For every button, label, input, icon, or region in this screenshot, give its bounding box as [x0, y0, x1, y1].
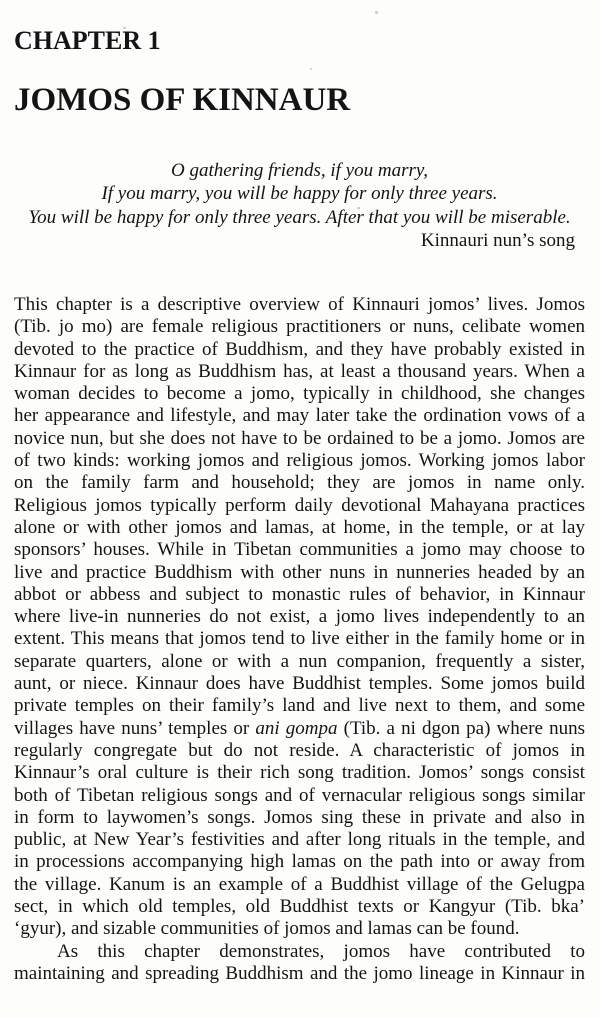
text-run: maintaining and spreading Buddhism and the jomo lineage in Kinnaur in	[14, 962, 585, 984]
text-run: sponsors’ houses. While in Tibetan communities a jomo may choose to	[14, 539, 585, 561]
body-line	[14, 807, 585, 829]
body-line	[14, 539, 585, 561]
page-title: JOMOS OF KINNAUR	[14, 82, 351, 118]
body-line	[14, 495, 585, 517]
text-run: live and practice Buddhism with other nuns in nunneries headed by an	[14, 561, 585, 583]
epigraph	[14, 159, 585, 252]
text-run: her appearance and lifestyle, and may later take the ordination vows of a	[14, 405, 585, 427]
text-run: devoted to the practice of Buddhism, and they have probably existed in	[14, 338, 585, 360]
text-run: both of Tibetan religious songs and of vernacular religious songs similar	[14, 784, 585, 806]
scan-speck	[375, 11, 378, 14]
body-line	[14, 874, 585, 896]
body-line	[14, 450, 585, 472]
text-run: in processions accompanying high lamas on the path into or away from	[14, 851, 585, 873]
body-line	[14, 606, 585, 628]
text-run: in form to laywomen’s songs. Jomos sing these in private and also in	[14, 806, 585, 828]
text-run: As this chapter demonstrates, jomos have contributed to	[57, 940, 585, 962]
epigraph-line: O gathering friends, if you marry,	[170, 160, 429, 181]
body-line	[14, 405, 585, 427]
text-run: regularly congregate but do not reside. A characteristic of jomos in	[14, 739, 585, 761]
body-line	[14, 785, 585, 807]
text-run: on the family farm and household; they are jomos in name only.	[14, 472, 585, 494]
body-line	[14, 562, 585, 584]
body-line	[14, 963, 585, 985]
body-line	[14, 829, 585, 851]
text-run: extent. This means that jomos tend to live either in the family home or in	[14, 628, 585, 650]
body-line	[14, 941, 585, 963]
body-line	[14, 584, 585, 606]
body-line	[14, 651, 585, 673]
text-run: separate quarters, alone or with a nun companion, frequently a sister,	[14, 650, 585, 672]
body-line	[14, 918, 585, 940]
text-run: Religious jomos typically perform daily devotional Mahayana practices	[14, 494, 585, 516]
body-line	[14, 428, 585, 450]
text-run: (Tib. a ni dgon pa) where nuns	[337, 717, 586, 739]
body-line	[14, 383, 585, 405]
body-line	[14, 361, 585, 383]
body-line	[14, 517, 585, 539]
body-line	[14, 316, 585, 338]
body-line	[14, 673, 585, 695]
text-run: abbot or abbess and subject to monastic rules of behavior, in Kinnaur	[14, 583, 585, 605]
epigraph-line: You will be happy for only three years. After that you will be miserable.	[28, 206, 571, 228]
text-run: ‘gyur), and sizable communities of jomos and lamas can be found.	[14, 918, 520, 940]
chapter-label: CHAPTER 1	[14, 26, 161, 55]
text-run: This chapter is a descriptive overview of Kinnauri jomos’ lives. Jomos	[14, 294, 585, 315]
body-line	[14, 294, 585, 316]
body-line	[14, 695, 585, 717]
text-run: novice nun, but she does not have to be ordained to be a jomo. Jomos are	[14, 427, 585, 449]
text-run: of two kinds: working jomos and religious jomos. Working jomos labor	[14, 450, 585, 472]
body-line	[14, 718, 585, 740]
body-line	[14, 896, 585, 918]
text-run: villages have nuns’ temples or	[14, 717, 256, 739]
italic-term: ani gompa	[255, 717, 338, 739]
epigraph-attribution: Kinnauri nun’s song	[420, 229, 575, 251]
body-line	[14, 472, 585, 494]
text-run: woman decides to become a jomo, typically in childhood, she changes	[14, 383, 585, 405]
text-run: private temples on their family’s land and live next to them, and some	[14, 695, 585, 717]
text-run: public, at New Year’s festivities and after long rituals in the temple, and	[14, 829, 585, 851]
epigraph-line: If you marry, you will be happy for only three years.	[101, 183, 498, 205]
text-run: Kinnaur for as long as Buddhism has, at least a thousand years. When a	[14, 360, 585, 382]
text-run: the village. Kanum is an example of a Buddhist village of the Gelugpa	[14, 873, 585, 895]
text-run: alone or with other jomos and lamas, at home, in the temple, or at lay	[14, 516, 585, 538]
scan-speck	[310, 68, 312, 70]
body-text	[14, 294, 585, 985]
epigraph-verse	[14, 159, 585, 229]
text-run: (Tib. jo mo) are female religious practitioners or nuns, celibate women	[14, 316, 585, 338]
text-run: aunt, or niece. Kinnaur does have Buddhist temples. Some jomos build	[14, 673, 585, 695]
text-run: Kinnaur’s oral culture is their rich song tradition. Jomos’ songs consist	[14, 762, 585, 784]
text-run: where live-in nunneries do not exist, a jomo lives independently to an	[14, 606, 585, 628]
body-line	[14, 628, 585, 650]
body-line	[14, 762, 585, 784]
body-line	[14, 740, 585, 762]
body-line	[14, 851, 585, 873]
text-run: sect, in which old temples, old Buddhist texts or Kangyur (Tib. bka’	[14, 896, 585, 918]
body-line	[14, 339, 585, 361]
